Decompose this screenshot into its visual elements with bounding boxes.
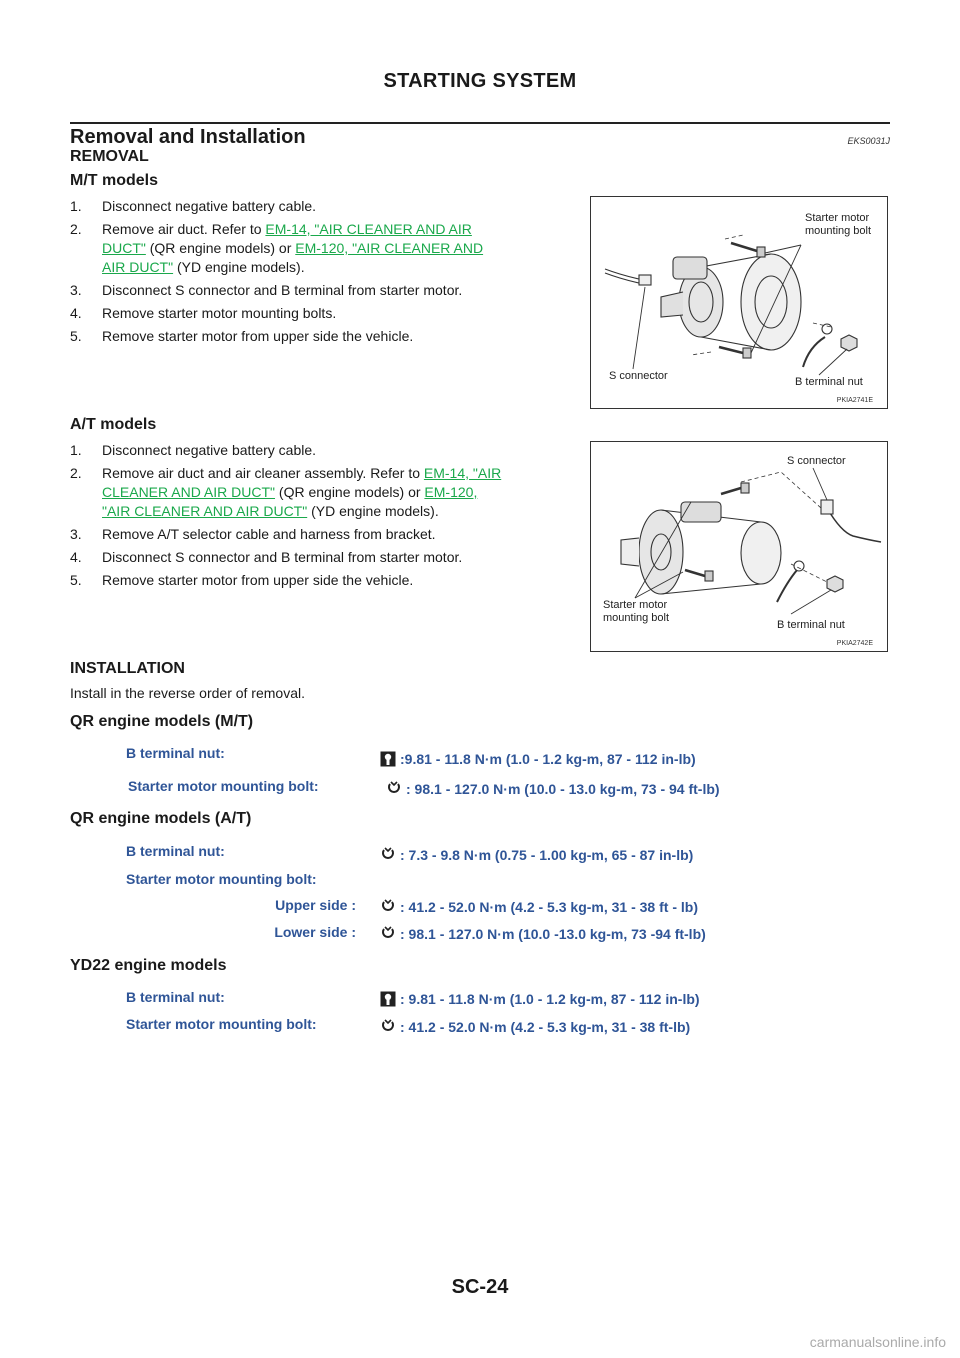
mt-step-4: 4. Remove starter motor mounting bolts.	[70, 305, 337, 321]
label-b-terminal-nut: B terminal nut	[795, 376, 863, 388]
mt-models-heading: M/T models	[70, 172, 159, 189]
yd22-b-terminal-value: : 9.81 - 11.8 N·m (1.0 - 1.2 kg-m, 87 - 112 in-lb)	[380, 991, 700, 1007]
link-em120-air-cleaner-cont[interactable]: AIR DUCT"	[102, 259, 174, 275]
mt-starter-motor-figure	[590, 196, 888, 409]
mt-step-5: 5. Remove starter motor from upper side the vehicle.	[70, 328, 414, 344]
link-em120-air-cleaner[interactable]: EM-120, "AIR CLEANER AND	[295, 240, 484, 256]
at-step-2-line-2: CLEANER AND AIR DUCT" (QR engine models) or EM-120,	[102, 484, 478, 500]
qr-at-upper-side-label: Upper side :	[275, 897, 356, 913]
mt-step-1: 1. Disconnect negative battery cable.	[70, 198, 317, 214]
label-s-connector: S connector	[609, 370, 668, 382]
page-title: STARTING SYSTEM	[383, 70, 577, 92]
header-divider	[70, 122, 890, 124]
mt-step-2-line-2: DUCT" (QR engine models) or EM-120, "AIR CLEANER AND	[102, 240, 484, 256]
qr-at-mounting-bolt-label: Starter motor mounting bolt:	[126, 871, 317, 887]
qr-at-lower-side-label: Lower side :	[274, 924, 356, 940]
at-step-2: 2. Remove air duct and air cleaner assembly. Refer to EM-14, "AIR	[70, 465, 502, 481]
yd22-mounting-bolt-value: : 41.2 - 52.0 N·m (4.2 - 5.3 kg-m, 31 - 38 ft-lb)	[380, 1019, 690, 1035]
at-step-5: 5. Remove starter motor from upper side the vehicle.	[70, 572, 414, 588]
torque-wrench-icon	[380, 899, 396, 915]
qr-mt-heading: QR engine models (M/T)	[70, 713, 254, 730]
at-models-heading: A/T models	[70, 416, 157, 433]
mt-step-2: 2. Remove air duct. Refer to EM-14, "AIR CLEANER AND AIR	[70, 221, 472, 237]
qr-mt-mounting-bolt-label: Starter motor mounting bolt:	[128, 778, 319, 794]
torque-wrench-icon	[380, 991, 396, 1007]
section-code: EKS0031J	[847, 136, 890, 146]
page-number: SC-24	[451, 1276, 509, 1298]
watermark: carmanualsonline.info	[809, 1334, 946, 1350]
label-b-terminal-nut: B terminal nut	[777, 619, 845, 631]
label-mounting-bolt: mounting bolt	[805, 225, 872, 237]
link-em120[interactable]: EM-120,	[424, 484, 478, 500]
at-step-4: 4. Disconnect S connector and B terminal from starter motor.	[70, 549, 463, 565]
figure-code: PKIA2741E	[836, 397, 873, 404]
section-title: Removal and Installation	[70, 126, 306, 148]
qr-mt-mounting-bolt-value: : 98.1 - 127.0 N·m (10.0 - 13.0 kg-m, 73 - 94 ft-lb)	[386, 781, 720, 797]
link-em14-air-cleaner-cont[interactable]: DUCT"	[102, 240, 146, 256]
yd22-heading: YD22 engine models	[70, 957, 227, 974]
qr-at-b-terminal-value: : 7.3 - 9.8 N·m (0.75 - 1.00 kg-m, 65 - 87 in-lb)	[380, 847, 693, 863]
installation-text: Install in the reverse order of removal.	[70, 685, 305, 701]
torque-wrench-icon	[380, 847, 396, 863]
qr-at-heading: QR engine models (A/T)	[70, 810, 252, 827]
link-em120-air-cleaner[interactable]: "AIR CLEANER AND AIR DUCT"	[102, 503, 308, 519]
yd22-b-terminal-label: B terminal nut:	[126, 989, 225, 1005]
installation-heading: INSTALLATION	[70, 660, 185, 677]
starter-motor-diagram	[591, 197, 887, 408]
label-s-connector: S connector	[787, 455, 846, 467]
qr-at-b-terminal-label: B terminal nut:	[126, 843, 225, 859]
torque-wrench-icon	[380, 1019, 396, 1035]
qr-at-upper-side-value: : 41.2 - 52.0 N·m (4.2 - 5.3 kg-m, 31 - 38 ft - lb)	[380, 899, 698, 915]
starter-motor-diagram	[591, 442, 887, 651]
yd22-mounting-bolt-label: Starter motor mounting bolt:	[126, 1016, 317, 1032]
link-em14-air-cleaner[interactable]: EM-14, "AIR CLEANER AND AIR	[265, 221, 472, 237]
link-em14-air-cleaner[interactable]: EM-14, "AIR	[423, 465, 502, 481]
qr-mt-b-terminal-label: B terminal nut:	[126, 745, 225, 761]
at-step-2-line-3: "AIR CLEANER AND AIR DUCT" (YD engine models).	[102, 503, 439, 519]
figure-code: PKIA2742E	[836, 640, 873, 647]
label-starter-motor: Starter motor	[603, 599, 668, 611]
torque-wrench-icon	[386, 781, 402, 797]
at-step-1: 1. Disconnect negative battery cable.	[70, 442, 317, 458]
at-starter-motor-figure	[590, 441, 888, 652]
at-step-3: 3. Remove A/T selector cable and harness from bracket.	[70, 526, 436, 542]
torque-wrench-icon	[380, 751, 396, 767]
link-em14-air-cleaner-cont[interactable]: CLEANER AND AIR DUCT"	[102, 484, 276, 500]
torque-wrench-icon	[380, 926, 396, 942]
label-mounting-bolt: mounting bolt	[603, 612, 670, 624]
qr-at-lower-side-value: : 98.1 - 127.0 N·m (10.0 -13.0 kg-m, 73 -94 ft-lb)	[380, 926, 706, 942]
mt-step-3: 3. Disconnect S connector and B terminal from starter motor.	[70, 282, 463, 298]
mt-step-2-line-3: AIR DUCT" (YD engine models).	[102, 259, 305, 275]
removal-heading: REMOVAL	[70, 148, 149, 165]
label-starter-motor: Starter motor	[805, 212, 870, 224]
qr-mt-b-terminal-value: :9.81 - 11.8 N·m (1.0 - 1.2 kg-m, 87 - 112 in-lb)	[380, 751, 696, 767]
